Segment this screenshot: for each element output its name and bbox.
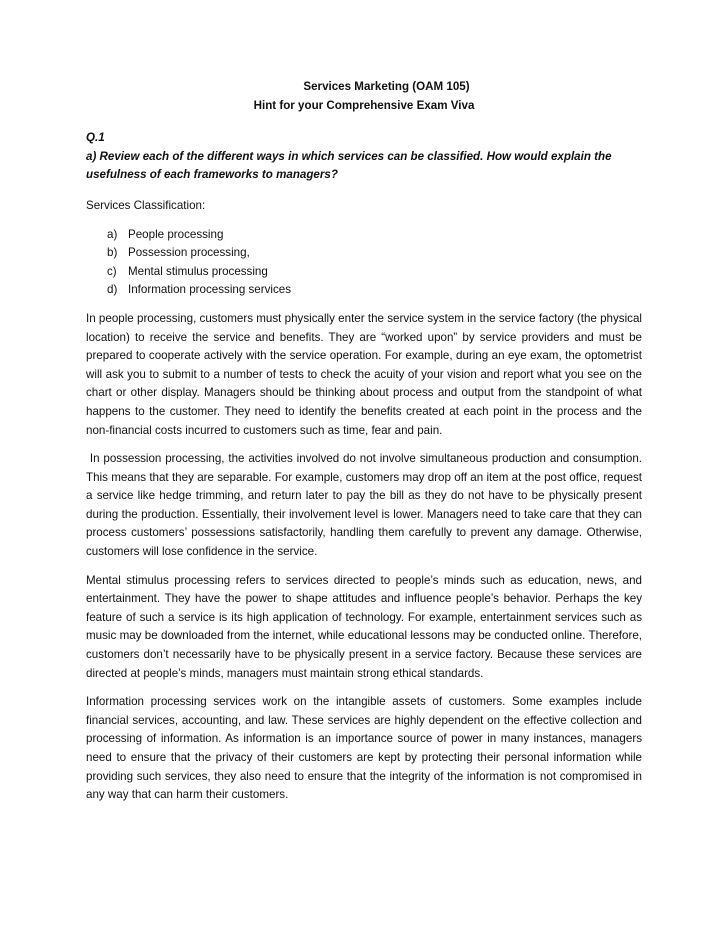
list-marker: d) xyxy=(107,283,118,297)
list-item xyxy=(107,244,642,263)
classification-list xyxy=(86,226,642,300)
question-number: Q.1 xyxy=(86,131,105,145)
list-item xyxy=(107,263,642,282)
list-marker: a) xyxy=(107,227,118,241)
document-subtitle: Hint for your Comprehensive Exam Viva xyxy=(253,98,475,112)
question-text: a) Review each of the different ways in which services can be classified. How would explain the usefulness of each frameworks to managers? xyxy=(86,149,612,182)
document-title: Services Marketing (OAM 105) xyxy=(303,80,470,93)
paragraph-people-processing: In people processing, customers must physically enter the service system in the service factory (the physical location) to receive the service and benefits. They are “worked upon” by service providers and must be prepared to cooperate actively with the service operation. For example, during an eye exam, the optometrist will ask you to submit to a number of tests to check the acuity of your vision and report what you see on the chart or other display. Managers should be thinking about process and output from the standpoint of what happens to the customer. They need to identify the benefits created at each point in the process and the non-financial costs incurred to customers such as time, fear and pain. xyxy=(86,311,642,437)
list-item xyxy=(107,281,642,300)
document-header xyxy=(86,78,642,115)
list-item-text: Information processing services xyxy=(128,283,292,297)
paragraph-mental-stimulus-processing: Mental stimulus processing refers to services directed to people’s minds such as education, news, and entertainment. They have the power to shape attitudes and influence people’s behavior. Perhaps the key feature of such a service is its high application of technology. For example, entertainment services such as music may be downloaded from the internet, while educational lessons may be conducted online. Therefore, customers don’t necessarily have to be physically present in a service factory. Because these services are directed at people’s minds, managers must maintain strong ethical standards. xyxy=(86,573,642,680)
list-item-text: Mental stimulus processing xyxy=(128,264,268,278)
paragraph-possession-processing: In possession processing, the activities involved do not involve simultaneous production and consumption. This means that they are separable. For example, customers may drop off an item at the post office, request a service like hedge trimming, and return later to pay the bill as they do not have to be physically present during the production. Essentially, their involvement level is lower. Managers need to take care that they can process customers’ possessions satisfactorily, handling them carefully to prevent any damage. Otherwise, customers will lose confidence in the service. xyxy=(86,452,646,559)
list-item-text: Possession processing, xyxy=(128,246,250,260)
list-item-text: People processing xyxy=(128,227,224,241)
classification-label: Services Classification: xyxy=(86,198,206,212)
list-marker: c) xyxy=(107,264,117,278)
paragraph-information-processing: Information processing services work on the intangible assets of customers. Some examples include financial services, accounting, and law. These services are highly dependent on the effective collection and processing of information. As information is an importance source of power in many instances, managers need to ensure that the privacy of their customers are kept by protecting their personal information while providing such services, they also need to ensure that the integrity of the information is not compromised in any way that can harm their customers. xyxy=(86,695,642,802)
list-marker: b) xyxy=(107,246,118,260)
list-item xyxy=(107,226,642,245)
